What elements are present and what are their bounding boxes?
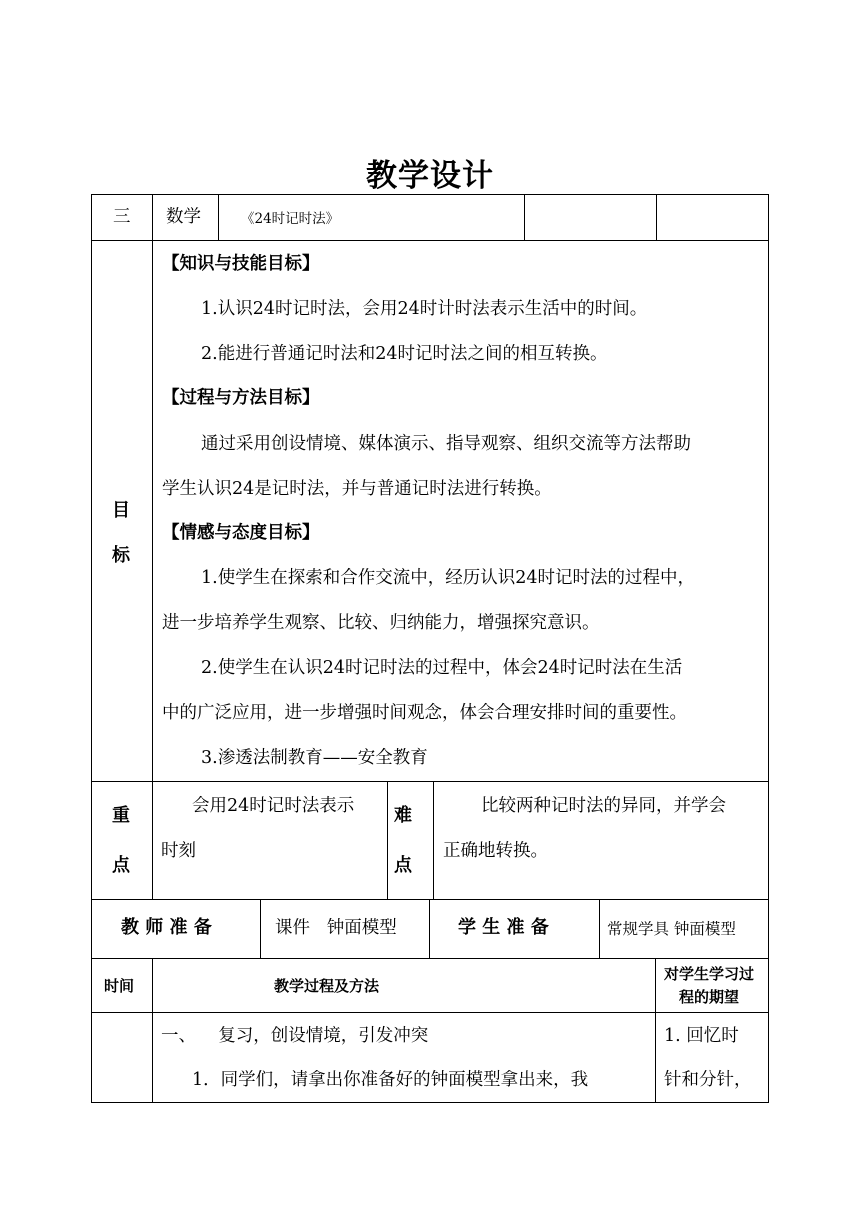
col-divider [387,781,388,899]
difficult-point-text: 正确地转换。 [443,841,548,861]
student-prep-label: 学 生 准 备 [458,917,549,938]
process-step-text: 1．同学们，请拿出你准备好的钟面模型拿出来，我 [192,1070,589,1090]
key-point-label: 重 [112,805,130,826]
grade-cell: 三 [113,207,131,227]
lesson-plan-table [91,194,769,1103]
col-divider [433,781,434,899]
objective-line: 进一步培养学生观察、比较、归纳能力，增强探究意识。 [162,613,600,633]
row-divider [91,958,769,959]
row-divider [91,1012,769,1013]
difficult-point-label: 难 [394,805,412,826]
teacher-prep-items: 课件 钟面模型 [275,918,397,938]
table-border-right [768,194,769,1103]
objective-line: 中的广泛应用，进一步增强时间观念，体会合理安排时间的重要性。 [162,703,687,723]
lesson-title-cell: 《24时记时法》 [241,211,340,227]
col-divider [260,899,261,958]
objective-line: 1.认识24时记时法，会用24时计时法表示生活中的时间。 [201,299,648,319]
knowledge-heading: 【知识与技能目标】 [162,254,320,274]
table-border-bottom [91,1102,769,1103]
row-divider [91,781,769,782]
table-border-left [91,194,92,1103]
col-divider [429,899,430,958]
expectation-text: 1. 回忆时 [664,1026,739,1046]
col-divider [152,194,153,240]
objective-line: 1.使学生在探索和合作交流中，经历认识24时记时法的过程中， [201,568,695,588]
key-point-text: 会用24时记时法表示 [192,796,355,816]
table-border-top [91,194,769,195]
student-prep-items: 常规学具 钟面模型 [607,920,736,938]
objective-line: 3.渗透法制教育——安全教育 [201,748,428,768]
col-divider [524,194,525,240]
expectation-text: 针和分针， [664,1070,752,1090]
objective-line: 2.能进行普通记时法和24时记时法之间的相互转换。 [201,344,608,364]
column-header-expectation: 程的期望 [679,988,740,1006]
objectives-label: 标 [112,545,130,566]
col-divider [599,899,600,958]
objective-line: 2.使学生在认识24时记时法的过程中，体会24时记时法在生活 [201,658,683,678]
page-title: 教学设计 [366,158,494,194]
process-step-title: 一、 复习，创设情境，引发冲突 [161,1026,429,1046]
column-header-time: 时间 [104,977,135,995]
col-divider [656,194,657,240]
col-divider [152,958,153,1103]
row-divider [91,240,769,241]
process-heading: 【过程与方法目标】 [162,388,320,408]
key-point-label: 点 [112,855,130,876]
column-header-process: 教学过程及方法 [274,977,380,995]
objectives-label: 目 [112,500,130,521]
emotion-heading: 【情感与态度目标】 [162,523,320,543]
col-divider [655,958,656,1103]
difficult-point-text: 比较两种记时法的异同，并学会 [481,796,726,816]
objective-line: 学生认识24是记时法，并与普通记时法进行转换。 [162,479,552,499]
row-divider [91,899,769,900]
subject-cell: 数学 [166,207,201,227]
objective-line: 通过采用创设情境、媒体演示、指导观察、组织交流等方法帮助 [201,434,691,454]
column-header-expectation: 对学生学习过 [664,965,755,983]
teacher-prep-label: 教 师 准 备 [121,917,212,938]
col-divider [218,194,219,240]
col-divider [152,240,153,899]
difficult-point-label: 点 [394,855,412,876]
key-point-text: 时刻 [161,841,196,861]
